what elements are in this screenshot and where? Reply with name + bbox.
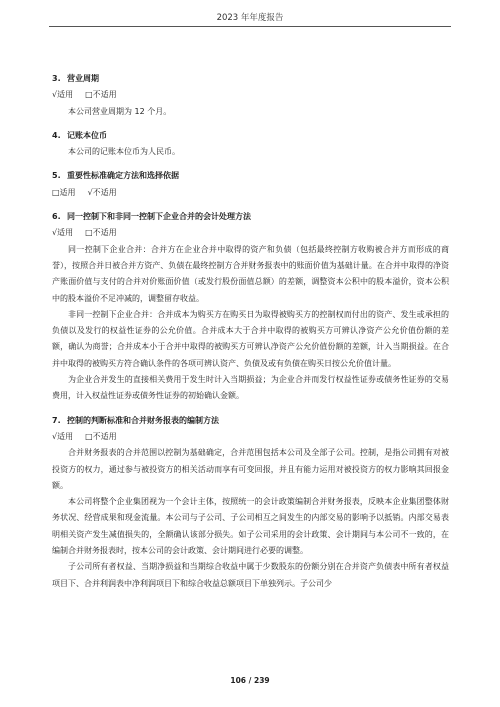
page-header: 2023 年年度报告 — [216, 13, 284, 23]
paragraph: 非同一控制下企业合并：合并成本为购买方在购买日为取得被购买方的控制权而付出的资产、发生或承担的负债以及发行的权益性证券的公允价值。合并成本大于合并中取得的被购买方可辨认净资产公允价值份额的差额，确认为商誉；合并成本小于合并中取得的被购买方可辨认净资产公允价值份额的差额，计入当期损益。在合并中取得的被购买方符合确认条件的各项可辨认资产、负债及或有负债在购买日按公允价值计量。 — [52, 309, 449, 368]
applicability-row — [52, 225, 449, 241]
page-number: 106 / 239 — [230, 676, 270, 685]
paragraph: 为企业合并发生的直接相关费用于发生时计入当期损益；为企业合并而发行权益性证券或债务性证券的交易费用，计入权益性证券或债务性证券的初始确认金额。 — [52, 375, 449, 401]
section-title-text: 营业周期 — [67, 74, 99, 83]
section-title — [52, 128, 449, 144]
header-rule — [49, 26, 451, 27]
section-number: 6. — [52, 212, 61, 222]
paragraph: 子公司所有者权益、当期净损益和当期综合收益中属于少数股东的份额分别在合并资产负债表中所有者权益项目下、合并利润表中净利润项目下和综合收益总额项目下单独列示。子公司少 — [52, 562, 449, 588]
paragraph: 本公司营业周期为 12 个月。 — [68, 106, 172, 116]
section-4 — [52, 128, 449, 161]
applicability-row — [52, 185, 449, 201]
applicability-row — [52, 87, 449, 103]
paragraph: 本公司将整个企业集团视为一个会计主体，按照统一的会计政策编制合并财务报表，反映本企业集团整体财务状况、经营成果和现金流量。本公司与子公司、子公司相互之间发生的内部交易的影响予以抵销。内部交易表明相关资产发生减值损失的，全额确认该部分损失。如子公司采用的会计政策、会计期间与本公司不一致的，在编制合并财务报表时，按本公司的会计政策、会计期间进行必要的调整。 — [52, 497, 449, 556]
section-3 — [52, 71, 449, 120]
not-applicable-option: √不适用 — [87, 187, 117, 197]
section-title-text: 记账本位币 — [67, 130, 107, 140]
section-number: 5. — [52, 171, 61, 181]
section-6 — [52, 209, 449, 405]
section-number: 7. — [52, 415, 61, 425]
section-title-text: 控制的判断标准和合并财务报表的编制方法 — [67, 415, 219, 425]
section-title — [52, 168, 449, 184]
paragraph: 合并财务报表的合并范围以控制为基础确定，合并范围包括本公司及全部子公司。控制，是指公司拥有对被投资方的权力，通过参与被投资方的相关活动而享有可变回报，并且有能力运用对被投资方的权力影响其回报金额。 — [52, 448, 449, 490]
applicable-option: √适用 — [52, 431, 74, 441]
section-title — [52, 71, 449, 87]
section-title — [52, 209, 449, 225]
section-number: 3. — [52, 74, 61, 83]
not-applicable-option: □不适用 — [85, 431, 117, 441]
paragraph: 同一控制下企业合并：合并方在企业合并中取得的资产和负债（包括最终控制方收购被合并方而形成的商誉），按照合并日被合并方资产、负债在最终控制方合并财务报表中的账面价值为基础计量。在合并中取得的净资产账面价值与支付的合并对价账面价值（或发行股份面值总额）的差额，调整资本公积中的股本溢价，资本公积中的股本溢价不足冲减的，调整留存收益。 — [52, 244, 449, 303]
not-applicable-option: □不适用 — [85, 90, 117, 100]
section-title — [52, 413, 449, 429]
applicable-option: √适用 — [52, 90, 74, 100]
section-7 — [52, 413, 449, 592]
section-title-text: 同一控制下和非同一控制下企业合并的会计处理方法 — [67, 212, 251, 222]
document-body — [52, 71, 449, 592]
applicable-option: □适用 — [52, 187, 76, 197]
not-applicable-option: □不适用 — [85, 228, 117, 238]
section-title-text: 重要性标准确定方法和选择依据 — [67, 171, 179, 181]
section-5 — [52, 168, 449, 201]
applicable-option: √适用 — [52, 228, 74, 238]
section-number: 4. — [52, 130, 61, 140]
paragraph: 本公司的记账本位币为人民币。 — [68, 147, 180, 157]
applicability-row — [52, 429, 449, 445]
